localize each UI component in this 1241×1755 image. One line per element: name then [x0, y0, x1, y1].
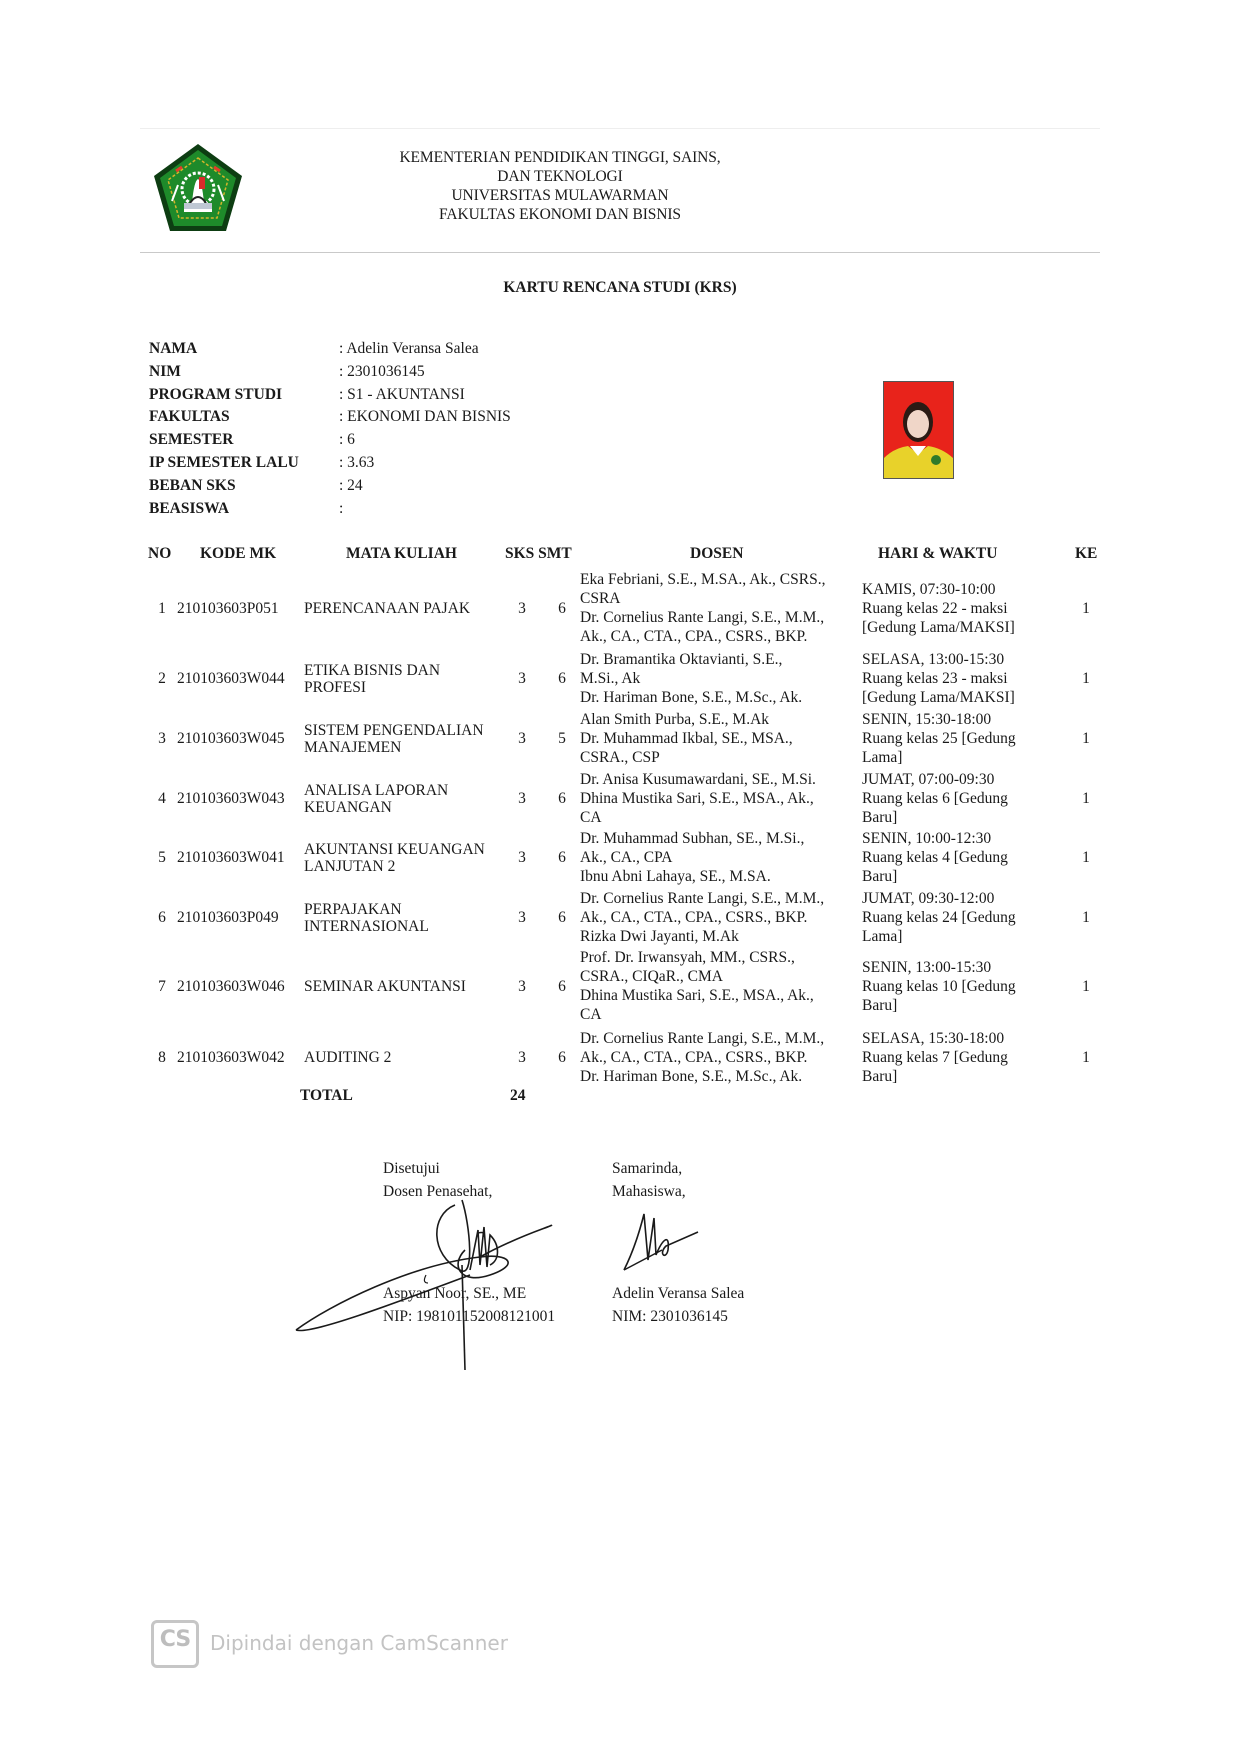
cell-ke	[1080, 829, 1092, 886]
cell-kode-mk	[177, 829, 285, 886]
student-place-label: Samarinda,	[612, 1160, 683, 1177]
cell-dosen-line: Dr. Cornelius Rante Langi, S.E., M.M.,	[580, 1030, 825, 1047]
cell-dosen-line: Dr. Muhammad Ikbal, SE., MSA.,	[580, 730, 793, 747]
cell-dosen-line: Ak., CA., CTA., CPA., CSRS., BKP.	[580, 1049, 808, 1066]
cell-hari-waktu	[862, 770, 1008, 827]
cell-hari-waktu	[862, 889, 1016, 946]
header-line-4: FAKULTAS EKONOMI DAN BISNIS	[439, 206, 681, 223]
cell-smt-value: 6	[558, 599, 566, 617]
cell-mata-kuliah-line: LANJUTAN 2	[304, 857, 396, 875]
info-row-semester	[149, 429, 511, 452]
cell-dosen	[580, 770, 816, 827]
table-row	[0, 710, 1241, 767]
th-ke: KE	[1075, 545, 1098, 562]
cell-dosen-line: Prof. Dr. Irwansyah, MM., CSRS.,	[580, 949, 795, 966]
cell-mata-kuliah-line: KEUANGAN	[304, 798, 392, 816]
cell-dosen-line: CSRA	[580, 590, 621, 607]
cell-no-value: 7	[158, 977, 166, 995]
cell-smt	[556, 948, 568, 1024]
cell-dosen-line: CSRA., CSP	[580, 749, 660, 766]
header-line-3: UNIVERSITAS MULAWARMAN	[451, 187, 669, 204]
cell-ke-value: 1	[1082, 1049, 1090, 1066]
table-row	[0, 770, 1241, 827]
cell-mata-kuliah	[304, 889, 429, 946]
cell-kode-mk	[177, 650, 285, 707]
cell-ke	[1080, 570, 1092, 646]
cell-smt	[556, 1029, 568, 1086]
cell-dosen-line: Ak., CA., CTA., CPA., CSRS., BKP.	[580, 909, 808, 926]
student-photo	[883, 381, 954, 479]
info-value: : 2301036145	[339, 362, 425, 380]
cell-dosen-line: Dhina Mustika Sari, S.E., MSA., Ak.,	[580, 987, 814, 1004]
cell-kode-mk-value: 210103603P049	[177, 909, 279, 926]
info-row-beasiswa	[149, 498, 511, 521]
cell-mata-kuliah	[304, 650, 440, 707]
cell-mata-kuliah-line: INTERNASIONAL	[304, 917, 429, 935]
cell-hari-waktu-line: [Gedung Lama/MAKSI]	[862, 618, 1015, 636]
cell-sks-value: 3	[518, 849, 526, 866]
cell-sks	[516, 829, 528, 886]
cell-kode-mk-value: 210103603P051	[177, 599, 279, 617]
cell-mata-kuliah-line: PERPAJAKAN	[304, 900, 402, 918]
cell-dosen	[580, 889, 824, 946]
cell-hari-waktu-line: Ruang kelas 4 [Gedung	[862, 849, 1008, 866]
th-kode-mk: KODE MK	[200, 545, 277, 562]
cell-hari-waktu-line: Ruang kelas 6 [Gedung	[862, 790, 1008, 807]
info-value: : EKONOMI DAN BISNIS	[339, 408, 511, 426]
student-role-label: Mahasiswa,	[612, 1183, 686, 1200]
cell-smt-value: 5	[558, 730, 566, 747]
info-label: NIM	[149, 362, 181, 380]
university-logo	[150, 141, 246, 237]
cell-ke-value: 1	[1082, 670, 1090, 687]
cell-mata-kuliah-line: ETIKA BISNIS DAN	[304, 661, 441, 679]
cell-kode-mk-value: 210103603W042	[177, 1049, 285, 1066]
cell-hari-waktu	[862, 710, 1016, 767]
cell-ke	[1080, 1029, 1092, 1086]
cell-ke-value: 1	[1082, 909, 1090, 926]
cell-no-value: 5	[158, 849, 166, 866]
cell-no-value: 1	[158, 599, 166, 617]
cell-hari-waktu	[862, 570, 1015, 646]
cell-dosen-line: Ak., CA., CTA., CPA., CSRS., BKP.	[580, 628, 808, 645]
cell-ke-value: 1	[1082, 977, 1090, 995]
info-row-program-studi	[149, 384, 511, 407]
cell-hari-waktu-line: JUMAT, 07:00-09:30	[862, 771, 995, 788]
cell-hari-waktu-line: SENIN, 15:30-18:00	[862, 711, 992, 728]
document-title: KARTU RENCANA STUDI (KRS)	[503, 279, 737, 296]
cell-sks-value: 3	[518, 730, 526, 747]
cell-dosen-line: Dr. Cornelius Rante Langi, S.E., M.M.,	[580, 609, 825, 626]
cell-hari-waktu	[862, 948, 1016, 1024]
th-hari-waktu: HARI & WAKTU	[878, 545, 998, 562]
header-line-1: KEMENTERIAN PENDIDIKAN TINGGI, SAINS,	[399, 149, 721, 166]
cell-dosen	[580, 710, 793, 767]
cell-mata-kuliah	[304, 710, 484, 767]
advisor-signature	[290, 1195, 570, 1375]
cell-mata-kuliah	[304, 948, 466, 1024]
cell-ke	[1080, 948, 1092, 1024]
advisor-approval-label: Disetujui	[383, 1160, 440, 1177]
cell-no-value: 2	[158, 670, 166, 687]
cell-kode-mk-value: 210103603W045	[177, 730, 285, 747]
cell-dosen-line: Alan Smith Purba, S.E., M.Ak	[580, 711, 770, 728]
cell-dosen-line: Dr. Muhammad Subhan, SE., M.Si.,	[580, 830, 805, 847]
cell-mata-kuliah	[304, 829, 485, 886]
cell-kode-mk	[177, 889, 279, 946]
cell-kode-mk	[177, 948, 285, 1024]
total-label: TOTAL	[300, 1087, 353, 1104]
student-portrait-icon	[884, 382, 953, 478]
student-signer-name: Adelin Veransa Salea	[612, 1285, 745, 1302]
total-sks: 24	[510, 1087, 526, 1104]
cell-mata-kuliah-line: MANAJEMEN	[304, 738, 402, 756]
info-label: BEBAN SKS	[149, 476, 236, 494]
cell-hari-waktu-line: Lama]	[862, 928, 903, 945]
cell-sks	[516, 1029, 528, 1086]
info-label: NAMA	[149, 340, 198, 357]
cell-no	[155, 770, 169, 827]
student-signer-nim: NIM: 2301036145	[612, 1308, 728, 1325]
table-row	[0, 948, 1241, 1024]
cell-smt	[556, 570, 568, 646]
cell-mata-kuliah	[304, 770, 448, 827]
cell-hari-waktu-line: KAMIS, 07:30-10:00	[862, 580, 996, 598]
cell-dosen-line: M.Si., Ak	[580, 670, 641, 687]
cell-hari-waktu-line: SENIN, 13:00-15:30	[862, 958, 992, 976]
cell-dosen-line: Ibnu Abni Lahaya, SE., M.SA.	[580, 868, 771, 885]
cell-no-value: 3	[158, 730, 166, 747]
cell-mata-kuliah	[304, 570, 470, 646]
cell-no	[155, 948, 169, 1024]
cell-dosen-line: Dr. Bramantika Oktavianti, S.E.,	[580, 651, 783, 668]
cell-hari-waktu-line: Ruang kelas 25 [Gedung	[862, 730, 1016, 747]
header-divider	[140, 252, 1100, 253]
student-approval	[612, 1157, 686, 1203]
student-info	[149, 338, 511, 520]
info-label: PROGRAM STUDI	[149, 385, 283, 403]
cell-dosen	[580, 570, 825, 646]
table-row	[0, 1029, 1241, 1086]
cell-smt	[556, 770, 568, 827]
cell-sks-value: 3	[518, 599, 526, 617]
cell-hari-waktu-line: JUMAT, 09:30-12:00	[862, 890, 995, 907]
th-no: NO	[148, 545, 172, 562]
cell-ke-value: 1	[1082, 790, 1090, 807]
cell-dosen-line: Dr. Anisa Kusumawardani, SE., M.Si.	[580, 771, 816, 788]
cell-hari-waktu-line: Baru]	[862, 996, 898, 1014]
cell-ke	[1080, 710, 1092, 767]
cell-smt-value: 6	[558, 977, 566, 995]
cell-hari-waktu	[862, 1029, 1008, 1086]
cell-hari-waktu-line: Ruang kelas 10 [Gedung	[862, 977, 1016, 995]
cell-no	[155, 1029, 169, 1086]
cell-kode-mk-value: 210103603W046	[177, 977, 285, 995]
cell-ke	[1080, 770, 1092, 827]
cell-no-value: 4	[158, 790, 166, 807]
header-line-2: DAN TEKNOLOGI	[497, 168, 623, 185]
cell-smt-value: 6	[558, 849, 566, 866]
cell-sks	[516, 889, 528, 946]
cell-hari-waktu-line: Lama]	[862, 749, 903, 766]
cell-ke-value: 1	[1082, 730, 1090, 747]
table-row	[0, 650, 1241, 707]
cell-ke	[1080, 650, 1092, 707]
cell-mata-kuliah-line: PERENCANAAN PAJAK	[304, 599, 471, 617]
cell-hari-waktu-line: SELASA, 15:30-18:00	[862, 1030, 1005, 1047]
cell-dosen-line: Ak., CA., CPA	[580, 849, 673, 866]
info-label: SEMESTER	[149, 431, 234, 449]
cell-smt-value: 6	[558, 909, 566, 926]
cell-sks-value: 3	[518, 977, 526, 995]
cell-hari-waktu-line: [Gedung Lama/MAKSI]	[862, 689, 1015, 706]
cell-hari-waktu-line: Ruang kelas 23 - maksi	[862, 670, 1008, 687]
cell-kode-mk	[177, 710, 285, 767]
info-value: : 24	[339, 476, 363, 494]
cell-sks-value: 3	[518, 670, 526, 687]
cell-kode-mk	[177, 1029, 285, 1086]
cell-hari-waktu-line: Ruang kelas 24 [Gedung	[862, 909, 1016, 926]
cell-hari-waktu-line: Baru]	[862, 1068, 898, 1085]
info-row-nim	[149, 361, 511, 384]
cell-smt	[556, 889, 568, 946]
th-sks-smt: SKS SMT	[505, 545, 572, 562]
cell-dosen-line: Dr. Hariman Bone, S.E., M.Sc., Ak.	[580, 689, 803, 706]
cell-ke-value: 1	[1082, 849, 1090, 866]
cell-dosen	[580, 829, 804, 886]
info-label: FAKULTAS	[149, 408, 230, 426]
camscanner-logo-icon: CS	[151, 1620, 199, 1668]
cell-no	[155, 650, 169, 707]
th-mata-kuliah: MATA KULIAH	[346, 545, 457, 562]
advisor-role-label: Dosen Penasehat,	[383, 1183, 493, 1200]
cell-dosen-line: Rizka Dwi Jayanti, M.Ak	[580, 928, 739, 945]
th-dosen: DOSEN	[690, 545, 744, 562]
info-row-ip-semester	[149, 452, 511, 475]
info-value: : 6	[339, 431, 355, 449]
info-label: IP SEMESTER LALU	[149, 453, 299, 471]
cell-kode-mk-value: 210103603W043	[177, 790, 285, 807]
cell-dosen-line: CA	[580, 809, 602, 826]
cell-sks-value: 3	[518, 909, 526, 926]
cell-no-value: 6	[158, 909, 166, 926]
cell-dosen-line: Eka Febriani, S.E., M.SA., Ak., CSRS.,	[580, 571, 826, 588]
cell-dosen	[580, 650, 802, 707]
student-signature	[622, 1210, 702, 1275]
cell-no	[155, 710, 169, 767]
cell-ke	[1080, 889, 1092, 946]
cell-dosen	[580, 1029, 824, 1086]
student-identity	[612, 1282, 744, 1328]
cell-smt	[556, 650, 568, 707]
cell-sks	[516, 650, 528, 707]
university-seal-icon	[150, 141, 246, 237]
cell-hari-waktu-line: Ruang kelas 7 [Gedung	[862, 1049, 1008, 1066]
table-row	[0, 829, 1241, 886]
cell-kode-mk	[177, 770, 285, 827]
institution-header	[360, 148, 760, 224]
cell-hari-waktu-line: Baru]	[862, 809, 898, 826]
cell-mata-kuliah-line: AKUNTANSI KEUANGAN	[304, 840, 485, 858]
cell-smt	[556, 710, 568, 767]
cell-kode-mk-value: 210103603W044	[177, 670, 285, 687]
cell-sks	[516, 570, 528, 646]
info-row-beban-sks	[149, 475, 511, 498]
cell-no	[155, 829, 169, 886]
cell-smt	[556, 829, 568, 886]
cell-sks-value: 3	[518, 1049, 526, 1066]
table-row	[0, 889, 1241, 946]
info-value: : Adelin Veransa Salea	[339, 340, 479, 357]
cell-hari-waktu-line: Baru]	[862, 868, 898, 885]
cell-mata-kuliah-line: PROFESI	[304, 678, 367, 696]
cell-no	[155, 889, 169, 946]
cell-mata-kuliah-line: ANALISA LAPORAN	[304, 781, 449, 799]
table-row	[0, 570, 1241, 646]
cell-dosen-line: CSRA., CIQaR., CMA	[580, 968, 723, 985]
camscanner-watermark: Dipindai dengan CamScanner	[210, 1631, 508, 1655]
advisor-name: Aspyan Noor, SE., ME	[383, 1285, 527, 1302]
cell-dosen	[580, 948, 814, 1024]
cell-mata-kuliah	[304, 1029, 391, 1086]
info-row-nama	[149, 338, 511, 361]
cell-no-value: 8	[158, 1049, 166, 1066]
cell-dosen-line: Dr. Hariman Bone, S.E., M.Sc., Ak.	[580, 1068, 803, 1085]
advisor-nip: NIP: 198101152008121001	[383, 1308, 556, 1325]
cell-sks	[516, 710, 528, 767]
cell-hari-waktu-line: Ruang kelas 22 - maksi	[862, 599, 1008, 617]
info-row-fakultas	[149, 406, 511, 429]
cell-kode-mk	[177, 570, 279, 646]
cell-smt-value: 6	[558, 1049, 566, 1066]
cell-hari-waktu-line: SELASA, 13:00-15:30	[862, 651, 1005, 668]
cell-kode-mk-value: 210103603W041	[177, 849, 285, 866]
cell-hari-waktu	[862, 650, 1015, 707]
cell-sks	[516, 770, 528, 827]
cell-sks	[516, 948, 528, 1024]
info-label: BEASISWA	[149, 499, 230, 517]
cell-mata-kuliah-line: SISTEM PENGENDALIAN	[304, 721, 484, 739]
cell-sks-value: 3	[518, 790, 526, 807]
cell-dosen-line: Dhina Mustika Sari, S.E., MSA., Ak.,	[580, 790, 814, 807]
cell-mata-kuliah-line: AUDITING 2	[304, 1049, 392, 1066]
cell-smt-value: 6	[558, 790, 566, 807]
info-value: : S1 - AKUNTANSI	[339, 385, 465, 403]
cell-dosen-line: CA	[580, 1006, 602, 1023]
info-value: : 3.63	[339, 453, 375, 471]
header-top-rule	[140, 128, 1100, 129]
cell-mata-kuliah-line: SEMINAR AKUNTANSI	[304, 977, 466, 995]
cell-smt-value: 6	[558, 670, 566, 687]
info-value: :	[339, 499, 344, 517]
cell-hari-waktu-line: SENIN, 10:00-12:30	[862, 830, 992, 847]
cell-no	[155, 570, 169, 646]
cell-ke-value: 1	[1082, 599, 1090, 617]
cell-hari-waktu	[862, 829, 1008, 886]
cell-dosen-line: Dr. Cornelius Rante Langi, S.E., M.M.,	[580, 890, 825, 907]
